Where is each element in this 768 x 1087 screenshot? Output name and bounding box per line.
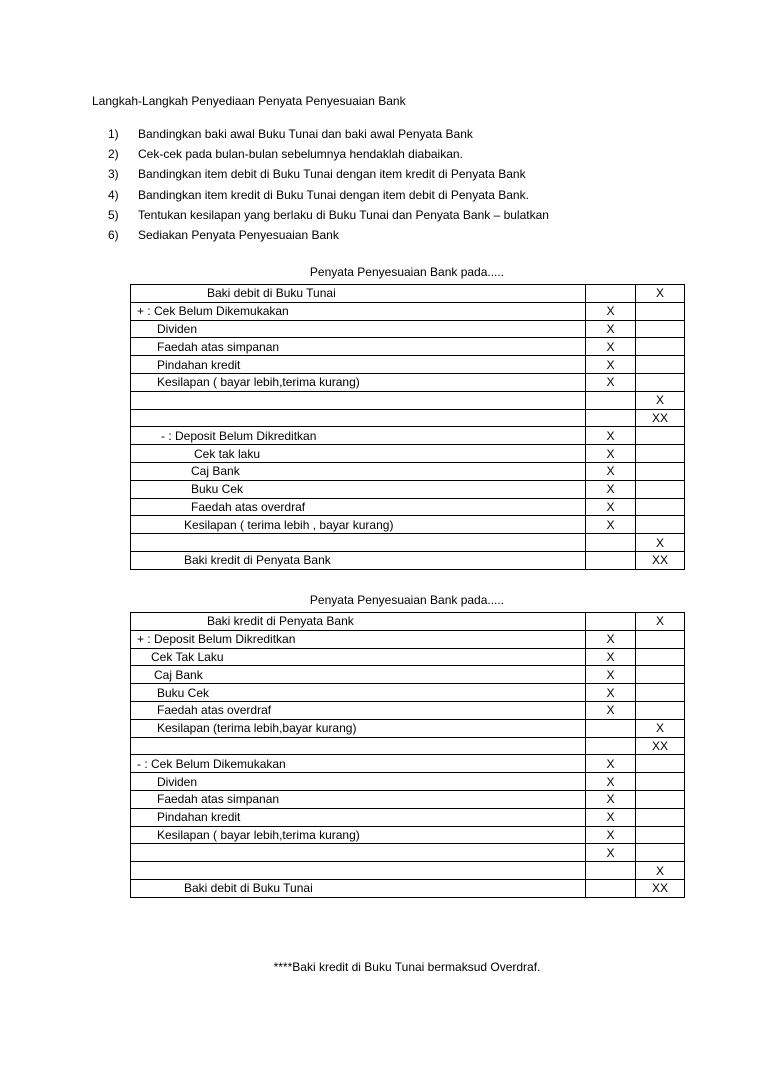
row-label xyxy=(131,844,586,862)
step-text: Bandingkan item debit di Buku Tunai dengan item kredit di Penyata Bank xyxy=(138,167,526,182)
step-text: Bandingkan baki awal Buku Tunai dan baki awal Penyata Bank xyxy=(138,127,473,141)
col-b-value: X xyxy=(586,480,636,498)
table-row xyxy=(131,285,685,303)
col-c-value xyxy=(636,373,685,391)
step-text: Bandingkan item kredit di Buku Tunai dengan item debit di Penyata Bank. xyxy=(138,187,529,202)
row-label xyxy=(131,391,586,409)
col-b-value: X xyxy=(586,790,636,808)
table-row xyxy=(131,480,685,498)
table-row xyxy=(131,409,685,427)
col-c-value xyxy=(636,302,685,320)
col-c-value xyxy=(636,480,685,498)
table-row xyxy=(131,737,685,755)
col-b-value: X xyxy=(586,356,636,374)
col-c-value: X xyxy=(636,613,685,631)
row-label: Faedah atas overdraf xyxy=(131,701,586,719)
row-label: Pindahan kredit xyxy=(131,356,586,374)
reconciliation-table-2 xyxy=(130,612,685,898)
col-c-value xyxy=(636,826,685,844)
step-number: 4) xyxy=(108,187,119,202)
col-b-value: X xyxy=(586,498,636,516)
row-label: Baki kredit di Penyata Bank xyxy=(131,551,586,569)
table-row xyxy=(131,445,685,463)
row-label: Baki kredit di Penyata Bank xyxy=(131,613,586,631)
table-row xyxy=(131,790,685,808)
table-row xyxy=(131,701,685,719)
col-c-value: X xyxy=(636,862,685,880)
row-label xyxy=(131,737,586,755)
row-label: Faedah atas simpanan xyxy=(131,790,586,808)
table-row xyxy=(131,773,685,791)
col-c-value xyxy=(636,684,685,702)
col-c-value xyxy=(636,356,685,374)
col-b-value: X xyxy=(586,826,636,844)
col-c-value xyxy=(636,844,685,862)
row-label: Dividen xyxy=(131,320,586,338)
table-row xyxy=(131,373,685,391)
reconciliation-table-1 xyxy=(130,284,685,570)
list-item xyxy=(108,225,549,245)
col-b-value xyxy=(586,551,636,569)
row-label: - : Deposit Belum Dikreditkan xyxy=(131,427,586,445)
col-b-value: X xyxy=(586,373,636,391)
row-label xyxy=(131,534,586,552)
col-b-value: X xyxy=(586,648,636,666)
row-label: Kesilapan (terima lebih,bayar kurang) xyxy=(131,719,586,737)
table-row xyxy=(131,534,685,552)
col-c-value xyxy=(636,790,685,808)
col-b-value xyxy=(586,391,636,409)
col-b-value: X xyxy=(586,302,636,320)
step-number: 3) xyxy=(108,167,119,182)
col-c-value xyxy=(636,427,685,445)
row-label: Kesilapan ( bayar lebih,terima kurang) xyxy=(131,373,586,391)
col-c-value xyxy=(636,701,685,719)
col-c-value xyxy=(636,808,685,826)
col-c-value xyxy=(636,516,685,534)
table-row xyxy=(131,826,685,844)
col-b-value xyxy=(586,862,636,880)
col-c-value xyxy=(636,630,685,648)
list-item xyxy=(108,124,549,144)
row-label: Faedah atas simpanan xyxy=(131,338,586,356)
table-row xyxy=(131,755,685,773)
row-label xyxy=(131,409,586,427)
table-row xyxy=(131,684,685,702)
table-row xyxy=(131,551,685,569)
footnote: ****Baki kredit di Buku Tunai bermaksud Overdraf. xyxy=(273,960,541,974)
col-c-value xyxy=(636,320,685,338)
col-c-value xyxy=(636,666,685,684)
table-row xyxy=(131,613,685,631)
col-b-value: X xyxy=(586,338,636,356)
step-text: Cek-cek pada bulan-bulan sebelumnya hendaklah diabaikan. xyxy=(138,147,463,162)
row-label: + : Deposit Belum Dikreditkan xyxy=(131,630,586,648)
table2-caption: Penyata Penyesuaian Bank pada..... xyxy=(309,593,505,607)
col-b-value: X xyxy=(586,445,636,463)
col-b-value xyxy=(586,534,636,552)
col-b-value: X xyxy=(586,844,636,862)
col-c-value xyxy=(636,773,685,791)
table-row xyxy=(131,498,685,516)
col-b-value: X xyxy=(586,773,636,791)
row-label: Dividen xyxy=(131,773,586,791)
col-b-value: X xyxy=(586,630,636,648)
table-row xyxy=(131,648,685,666)
row-label: Cek tak laku xyxy=(131,445,586,463)
table-row xyxy=(131,808,685,826)
steps-list xyxy=(108,124,549,245)
col-c-value: X xyxy=(636,534,685,552)
table-row xyxy=(131,666,685,684)
page-title: Langkah-Langkah Penyediaan Penyata Penyesuaian Bank xyxy=(92,94,406,108)
list-item xyxy=(108,144,549,164)
table-row xyxy=(131,427,685,445)
row-label: - : Cek Belum Dikemukakan xyxy=(131,755,586,773)
step-number: 5) xyxy=(108,207,119,222)
col-b-value xyxy=(586,285,636,303)
col-b-value xyxy=(586,737,636,755)
row-label: + : Cek Belum Dikemukakan xyxy=(131,302,586,320)
col-c-value xyxy=(636,445,685,463)
table1-caption: Penyata Penyesuaian Bank pada..... xyxy=(309,265,505,279)
table-row xyxy=(131,719,685,737)
row-label: Caj Bank xyxy=(131,666,586,684)
table-row xyxy=(131,462,685,480)
col-b-value: X xyxy=(586,320,636,338)
table-row xyxy=(131,630,685,648)
table-row xyxy=(131,879,685,897)
table-row xyxy=(131,356,685,374)
table-row xyxy=(131,862,685,880)
step-number: 2) xyxy=(108,147,119,162)
col-c-value xyxy=(636,462,685,480)
row-label: Buku Cek xyxy=(131,684,586,702)
col-b-value xyxy=(586,719,636,737)
row-label: Faedah atas overdraf xyxy=(131,498,586,516)
col-b-value: X xyxy=(586,808,636,826)
row-label: Baki debit di Buku Tunai xyxy=(131,285,586,303)
col-b-value: X xyxy=(586,755,636,773)
table-row xyxy=(131,338,685,356)
table-row xyxy=(131,516,685,534)
row-label: Baki debit di Buku Tunai xyxy=(131,879,586,897)
step-number: 1) xyxy=(108,127,119,141)
col-c-value xyxy=(636,338,685,356)
row-label: Buku Cek xyxy=(131,480,586,498)
col-c-value: XX xyxy=(636,551,685,569)
step-text: Tentukan kesilapan yang berlaku di Buku Tunai dan Penyata Bank – bulatkan xyxy=(138,207,549,222)
step-text: Sediakan Penyata Penyesuaian Bank xyxy=(138,227,339,242)
col-b-value: X xyxy=(586,701,636,719)
col-b-value xyxy=(586,409,636,427)
table-row xyxy=(131,844,685,862)
step-number: 6) xyxy=(108,227,119,242)
col-b-value: X xyxy=(586,462,636,480)
col-b-value xyxy=(586,613,636,631)
col-c-value: XX xyxy=(636,879,685,897)
list-item xyxy=(108,205,549,225)
col-c-value xyxy=(636,755,685,773)
row-label: Kesilapan ( terima lebih , bayar kurang) xyxy=(131,516,586,534)
list-item xyxy=(108,164,549,184)
table-row xyxy=(131,391,685,409)
col-b-value: X xyxy=(586,516,636,534)
row-label: Cek Tak Laku xyxy=(131,648,586,666)
row-label xyxy=(131,862,586,880)
table-row xyxy=(131,302,685,320)
list-item xyxy=(108,185,549,205)
row-label: Caj Bank xyxy=(131,462,586,480)
col-c-value xyxy=(636,648,685,666)
col-b-value: X xyxy=(586,427,636,445)
row-label: Pindahan kredit xyxy=(131,808,586,826)
col-c-value: XX xyxy=(636,737,685,755)
col-c-value: X xyxy=(636,391,685,409)
col-b-value xyxy=(586,879,636,897)
col-b-value: X xyxy=(586,684,636,702)
row-label: Kesilapan ( bayar lebih,terima kurang) xyxy=(131,826,586,844)
col-c-value: XX xyxy=(636,409,685,427)
table-row xyxy=(131,320,685,338)
col-c-value: X xyxy=(636,719,685,737)
col-c-value xyxy=(636,498,685,516)
col-c-value: X xyxy=(636,285,685,303)
col-b-value: X xyxy=(586,666,636,684)
